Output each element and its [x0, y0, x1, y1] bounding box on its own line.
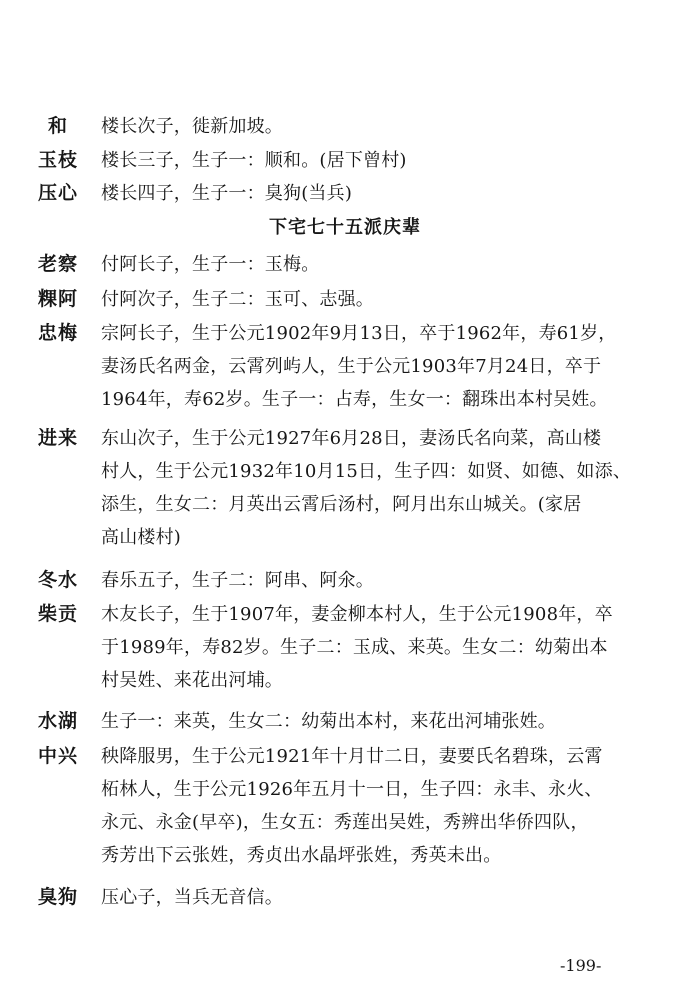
entry-line: 秀芳出下云张姓，秀贞出水晶坪张姓，秀英未出。 [101, 845, 502, 866]
entry-name: 柴贡 [38, 603, 79, 625]
entry-line: 木友长子，生于1907年，妻金柳本村人，生于公元1908年，卒 [101, 604, 613, 625]
entry-text [101, 248, 651, 281]
entry-text [101, 144, 651, 177]
entry-text [101, 177, 651, 210]
page-number: -199- [560, 956, 602, 975]
entry-line: 柘林人，生于公元1926年五月十一日，生子四：永丰、永火、 [101, 779, 603, 800]
entry-line: 永元、永金(早卒)，生女五：秀莲出吴姓，秀辨出华侨四队， [101, 812, 589, 833]
entry-line: 妻汤氏名两金，云霄列屿人，生于公元1903年7月24日，卒于 [101, 356, 602, 377]
entry-line: 东山次子，生于公元1927年6月28日，妻汤氏名向菜，高山楼 [101, 428, 602, 449]
entry-text [101, 881, 651, 914]
entry-name: 进来 [38, 427, 79, 449]
section-title: 下宅七十五派庆辈 [269, 217, 421, 238]
entry-line: 付阿长子，生子一：玉梅。 [101, 254, 320, 275]
entry-line: 楼长三子，生子一：顺和。(居下曾村) [101, 150, 407, 171]
entry-name: 粿阿 [38, 288, 79, 310]
entry-text [101, 422, 651, 554]
entry-name: 臭狗 [38, 886, 79, 908]
entry-text [101, 110, 651, 143]
entry-text [101, 564, 651, 597]
entry-text [101, 740, 651, 872]
entry-name: 水湖 [38, 710, 79, 732]
entry-name: 老察 [38, 253, 79, 275]
entry-line: 付阿次子，生子二：玉可、志强。 [101, 289, 374, 310]
entry-line: 添生，生女二：月英出云霄后汤村，阿月出东山城关。(家居 [101, 494, 582, 515]
entry-line: 村吴姓、来花出河埔。 [101, 670, 283, 691]
entry-line: 高山楼村) [101, 527, 182, 548]
entry-line: 楼长四子，生子一：臭狗(当兵) [101, 183, 353, 204]
entry-line: 生子一：来英，生女二：幼菊出本村，来花出河埔张姓。 [101, 711, 556, 732]
entry-text [101, 317, 651, 416]
entry-line: 宗阿长子，生于公元1902年9月13日，卒于1962年，寿61岁， [101, 323, 617, 344]
entry-text [101, 283, 651, 316]
entry-name: 玉枝 [38, 149, 79, 171]
entry-line: 春乐五子，生子二：阿串、阿氽。 [101, 570, 374, 591]
entry-line: 秧降服男，生于公元1921年十月廿二日，妻要氏名碧珠，云霄 [101, 746, 603, 767]
entry-line: 1964年，寿62岁。生子一：占寿，生女一：翻珠出本村吴姓。 [101, 389, 608, 410]
entry-name: 中兴 [38, 745, 79, 767]
entry-name: 忠梅 [38, 322, 79, 344]
entry-line: 压心子，当兵无音信。 [101, 887, 283, 908]
entry-name: 冬水 [38, 569, 79, 591]
entry-text [101, 705, 651, 738]
entry-line: 于1989年，寿82岁。生子二：玉成、来英。生女二：幼菊出本 [101, 637, 608, 658]
entry-line: 村人，生于公元1932年10月15日，生子四：如贤、如德、如添、 [101, 461, 632, 482]
entry-name: 和 [48, 115, 69, 137]
entry-text [101, 598, 651, 697]
entry-line: 楼长次子，徙新加坡。 [101, 116, 283, 137]
entry-name: 压心 [38, 182, 79, 204]
